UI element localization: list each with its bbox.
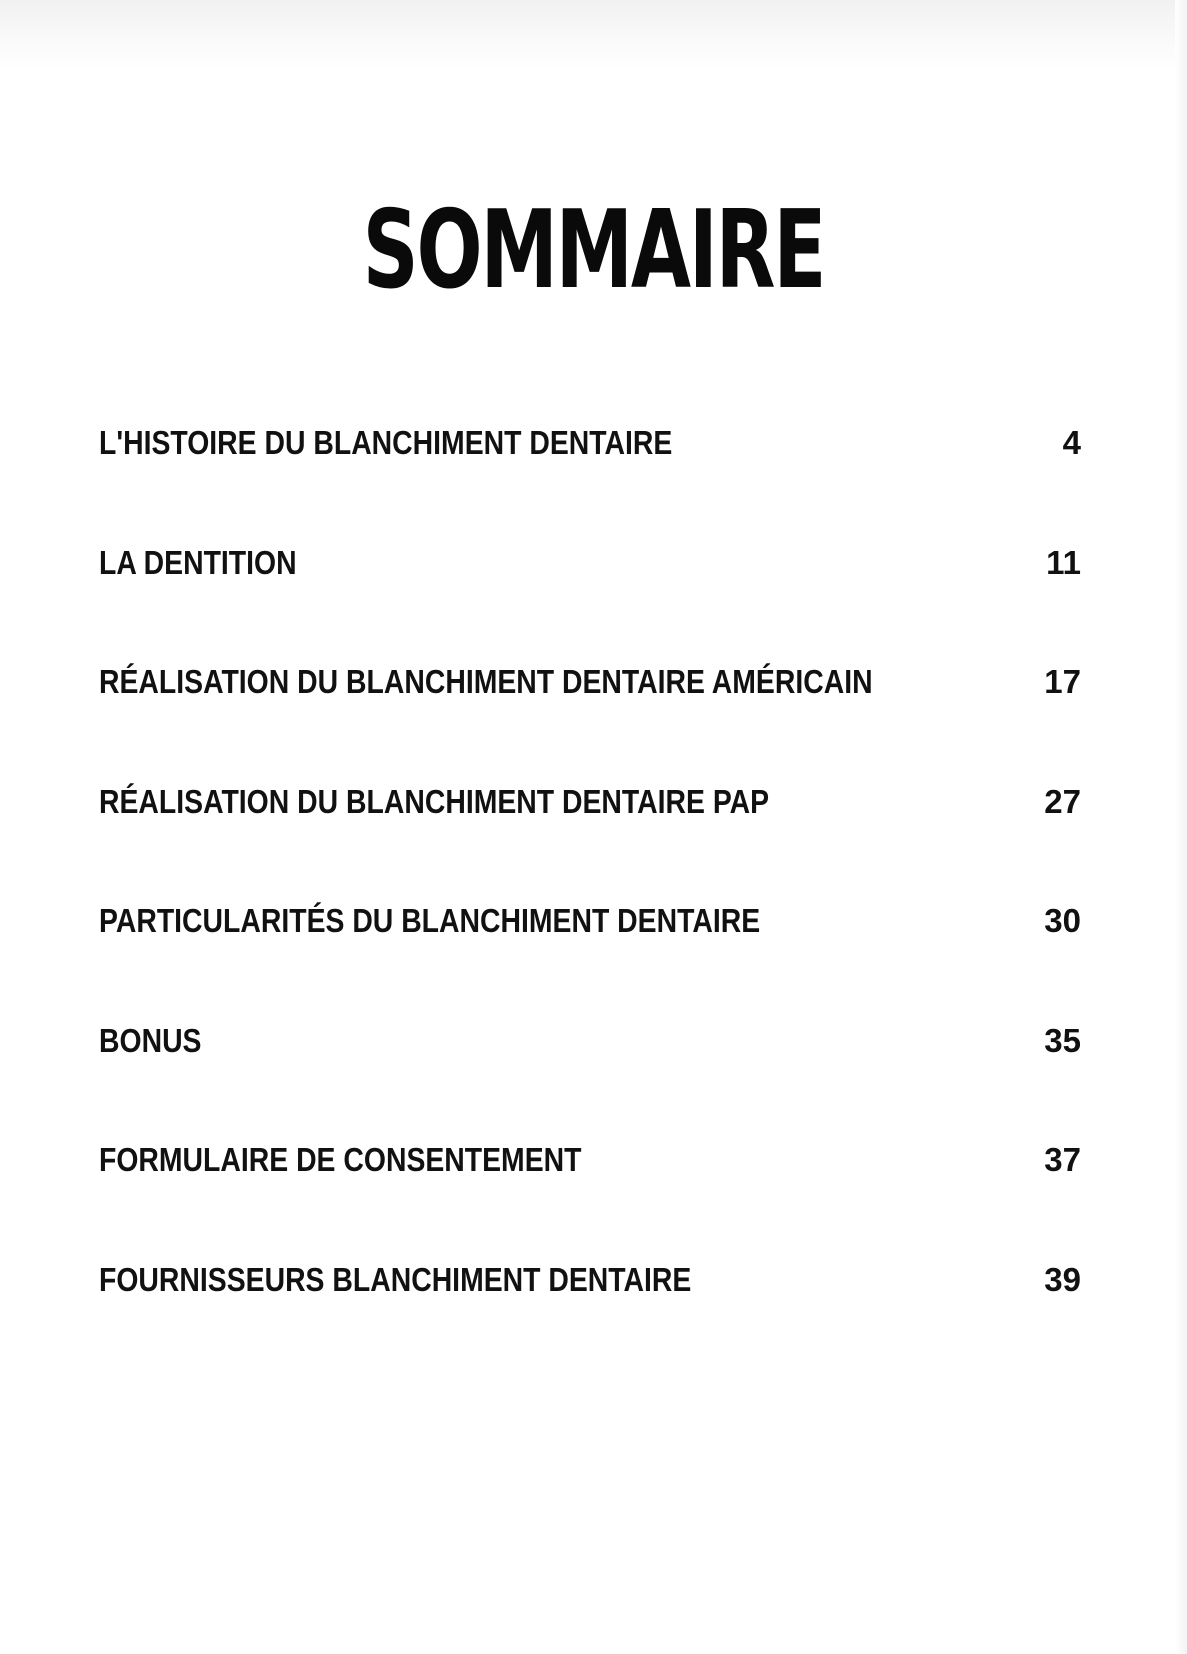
toc-entry-label: RÉALISATION DU BLANCHIMENT DENTAIRE AMÉRICAIN [99,663,873,700]
page-title: SOMMAIRE [362,188,825,313]
toc-entry-label: LA DENTITION [99,543,297,581]
toc-entry-label: FORMULAIRE DE CONSENTEMENT [99,1141,582,1178]
toc-entry-label: FOURNISSEURS BLANCHIMENT DENTAIRE [99,1260,692,1298]
toc-entry-label: RÉALISATION DU BLANCHIMENT DENTAIRE PAP [99,782,770,820]
toc-entry-page-number: 30 [1044,902,1081,939]
toc-entry-label: L'HISTOIRE DU BLANCHIMENT DENTAIRE [99,424,673,461]
right-edge-shadow [1175,0,1187,1654]
toc-entry-page-number: 4 [1062,424,1081,461]
toc-entry-fournisseurs[interactable] [99,1260,1081,1402]
toc-entry-page-number: 39 [1044,1260,1081,1298]
toc-entry-page-number: 37 [1044,1141,1081,1178]
toc-entry-label: BONUS [99,1021,202,1059]
toc-entry-page-number: 35 [1044,1021,1081,1059]
toc-entry-particularites[interactable] [99,902,1081,1043]
table-of-contents [99,424,1081,1401]
toc-entry-page-number: 27 [1044,782,1081,820]
toc-entry-page-number: 11 [1046,543,1081,581]
toc-entry-label: PARTICULARITÉS DU BLANCHIMENT DENTAIRE [99,902,761,939]
top-edge-shadow [0,0,1187,70]
toc-entry-page-number: 17 [1044,663,1081,700]
